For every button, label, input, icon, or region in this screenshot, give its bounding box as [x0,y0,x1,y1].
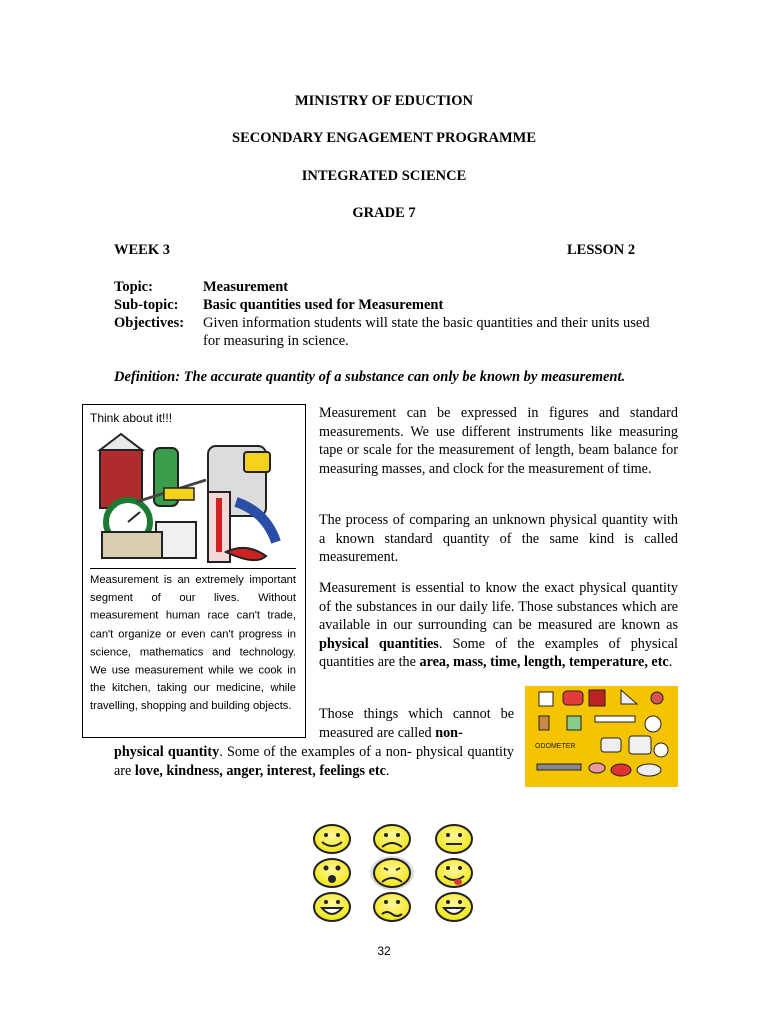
smiley-laughing-icon [314,893,350,921]
subtopic-value: Basic quantities used for Measurement [203,297,444,313]
objectives-label: Objectives: [114,315,185,331]
box-divider [90,568,296,569]
smiley-neutral-icon [436,825,472,853]
topic-label: Topic: [114,279,153,295]
paragraph-1: Measurement can be expressed in figures and standard measurements. We use different instruments like measuring tape or scale for the measurement of length, beam balance for measuring masses, and clock for the measurement of time. [319,405,678,477]
objectives-line-1: Given information students will state the basic quantities and their units used [203,315,650,331]
paragraph-4-continued: physical quantity. Some of the examples of a non- physical quantity are love, kindness, anger, interest, feelings etc. [114,744,514,779]
subtopic-label: Sub-topic: [114,297,179,313]
emotion-faces-image [310,822,492,924]
grade-heading: GRADE 7 [352,205,416,221]
smiley-crying-icon [370,856,414,890]
smiley-tongue-icon [436,859,472,887]
measuring-instruments-clipart [525,686,678,787]
smiley-happy-icon [314,825,350,853]
clipart-text-1: ODOMETER [535,743,576,750]
objectives-line-2: for measuring in science. [203,333,349,349]
week-label: WEEK 3 [114,242,170,258]
definition: Definition: The accurate quantity of a substance can only be known by measurement. [114,369,626,385]
ministry-heading: MINISTRY OF EDUCTION [294,93,474,109]
measurement-tools-image [96,432,296,566]
box-text: Measurement is an extremely important segment of our lives. Without measurement human race can't trade, can't organize or even can't progress in science, mathematics and technology. We use measurement while we cook in the kitchen, taking our medicine, while travelling, shopping and building objects. [90,573,296,713]
paragraph-3: Measurement is essential to know the exact physical quantity of the substances in our daily life. Those substances which are available in our surrounding can be measured are known as physical quantities. Some of the examples of physical quantities are the area, mass, time, length, temperature, etc. [319,580,678,671]
smiley-grinning-icon [436,893,472,921]
smiley-confused-icon [374,893,410,921]
page-number: 32 [377,944,391,958]
paragraph-2: The process of comparing an unknown physical quantity with a known standard quantity of the same kind is called measurement. [319,512,678,566]
paragraph-4: Those things which cannot be measured are called non- [319,706,514,741]
smiley-sad-icon [374,825,410,853]
topic-value: Measurement [203,279,289,295]
smiley-surprised-icon [314,859,350,887]
programme-heading: SECONDARY ENGAGEMENT PROGRAMME [232,130,536,146]
box-title: Think about it!!! [90,411,173,425]
lesson-label: LESSON 2 [567,242,636,258]
subject-heading: INTEGRATED SCIENCE [301,168,467,184]
